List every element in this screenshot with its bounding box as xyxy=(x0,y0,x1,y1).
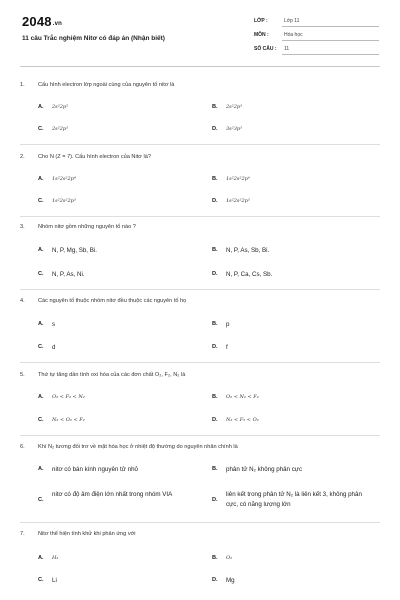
option-letter: A. xyxy=(38,466,44,472)
option-letter: B. xyxy=(212,104,218,110)
option-letter: B. xyxy=(212,466,218,472)
question-number: 7. xyxy=(20,531,25,537)
site-logo[interactable] xyxy=(22,14,62,29)
option-text: O₂ < F₂ < N₂ xyxy=(52,394,85,400)
option-text: 3s²3p⁵ xyxy=(226,126,243,132)
option-letter: D. xyxy=(212,126,218,132)
option-letter: D. xyxy=(212,577,218,583)
option-letter: C. xyxy=(38,577,44,583)
option-text: H₂ xyxy=(52,555,59,561)
question-number: 1. xyxy=(20,82,25,88)
option-letter: A. xyxy=(38,555,44,561)
option-text: liên kết trong phân tử N₂ là liên kết 3, không phân cực, có năng lượng lớn xyxy=(226,491,362,508)
meta-count-line xyxy=(282,54,379,55)
document-title: 11 câu Trắc nghiệm Nitơ có đáp án (Nhận biết) xyxy=(22,35,165,42)
meta-subject-line xyxy=(282,40,379,41)
logo-domain: .vn xyxy=(52,21,63,27)
document-header xyxy=(0,0,400,70)
option-letter: D. xyxy=(212,271,218,277)
option-text: 1s²2s²2p⁶ xyxy=(226,176,250,182)
question-number: 4. xyxy=(20,298,25,304)
question-divider xyxy=(20,435,380,436)
option-letter: A. xyxy=(38,247,44,253)
option-letter: C. xyxy=(38,198,44,204)
option-letter: B. xyxy=(212,176,218,182)
option-letter: C. xyxy=(38,126,44,132)
option-text: N, P, As, Ni. xyxy=(52,271,85,278)
option-letter: B. xyxy=(212,394,218,400)
option-letter: D. xyxy=(212,417,218,423)
question-stem: Các nguyên tố thuộc nhóm nitơ đều thuộc các nguyên tố họ xyxy=(38,298,187,304)
option-text: 1s²2s²2p³ xyxy=(52,198,76,204)
question-divider xyxy=(20,216,380,217)
meta-grade-value: Lớp 11 xyxy=(284,18,300,24)
option-text: f xyxy=(226,344,228,351)
option-letter: B. xyxy=(212,247,218,253)
question-number: 6. xyxy=(20,444,25,450)
option-text: Mg xyxy=(226,577,235,584)
question-divider xyxy=(20,144,380,145)
option-text: N₂ < F₂ < O₂ xyxy=(226,417,259,423)
option-text: 2s²2p³ xyxy=(226,104,243,110)
option-text: s xyxy=(52,321,56,328)
option-letter: A. xyxy=(38,104,44,110)
question-stem: Cấu hình electron lớp ngoài cùng của nguyên tố nitơ là xyxy=(38,82,175,88)
option-text: N, P, Mg, Sb, Bi. xyxy=(52,247,97,254)
question-stem: Cho N (Z = 7). Cấu hình electron của Nitơ là? xyxy=(38,154,151,160)
option-letter: D. xyxy=(212,497,218,503)
option-text: N, P, Ca, Cs, Sb. xyxy=(226,271,273,278)
question-stem: Khí N₂ tương đối trơ về mặt hóa học ở nhiệt độ thường do nguyên nhân chính là xyxy=(38,444,238,450)
option-text: Li xyxy=(52,577,57,584)
question-number: 2. xyxy=(20,154,25,160)
option-letter: B. xyxy=(212,321,218,327)
option-text: 2s²2p⁵ xyxy=(52,126,69,132)
option-letter: A. xyxy=(38,394,44,400)
option-text: 1s²2s²2p⁴ xyxy=(52,176,76,182)
option-letter: B. xyxy=(212,555,218,561)
option-letter: C. xyxy=(38,417,44,423)
option-letter: A. xyxy=(38,321,44,327)
option-text: 2s²2p⁵ xyxy=(52,104,69,110)
option-text: d xyxy=(52,344,56,351)
option-letter: D. xyxy=(212,344,218,350)
question-number: 5. xyxy=(20,372,25,378)
question-divider xyxy=(20,522,380,523)
meta-count-label: SỐ CÂU : xyxy=(254,46,277,52)
option-text: nitơ có độ âm điện lớn nhất trong nhóm VIA xyxy=(52,491,173,498)
meta-subject-value: Hóa học xyxy=(284,32,303,38)
option-text: nitơ có bán kính nguyên tử nhỏ xyxy=(52,466,138,473)
question-stem: Nhóm nitơ gồm những nguyên tố nào ? xyxy=(38,224,136,230)
meta-grade-line xyxy=(282,26,379,27)
question-divider xyxy=(20,289,380,290)
option-text: N, P, As, Sb, Bi. xyxy=(226,247,270,254)
question-divider xyxy=(20,362,380,363)
option-text: O₂ < N₂ < F₂ xyxy=(226,394,259,400)
option-letter: C. xyxy=(38,344,44,350)
meta-grade-label: LỚP : xyxy=(254,18,268,24)
option-text: N₂ < O₂ < F₂ xyxy=(52,417,85,423)
option-letter: A. xyxy=(38,176,44,182)
meta-subject-label: MÔN : xyxy=(254,32,269,38)
logo-text: 2048 xyxy=(22,14,52,29)
option-letter: C. xyxy=(38,497,44,503)
option-letter: C. xyxy=(38,271,44,277)
option-letter: D. xyxy=(212,198,218,204)
option-text: 1s²2s²2p⁵ xyxy=(226,198,250,204)
option-text: p xyxy=(226,321,230,328)
header-divider xyxy=(20,66,380,67)
meta-count-value: 11 xyxy=(284,46,290,52)
question-number: 3. xyxy=(20,224,25,230)
question-stem: Nitơ thể hiện tính khử khi phản ứng với xyxy=(38,531,136,537)
question-stem: Thứ tự tăng dần tính oxi hóa của các đơn chất O₂, F₂, N₂ là xyxy=(38,372,186,378)
option-text: O₂ xyxy=(226,555,233,561)
option-text: phân tử N₂ không phân cực xyxy=(226,466,303,473)
